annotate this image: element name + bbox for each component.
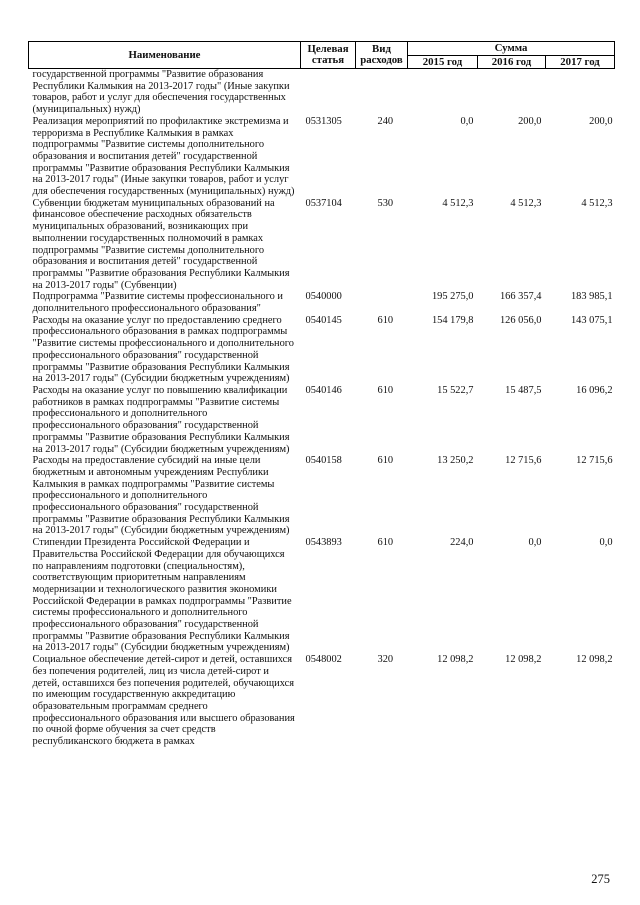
row-code: 0540145 bbox=[305, 314, 342, 326]
row-code bbox=[301, 69, 356, 116]
row-sum-2015 bbox=[408, 69, 478, 116]
row-name: Расходы на оказание услуг по повышению квалификации работников в рамках подпрограммы "Развитие системы профессионального и дополнительного профессионального образования" государственной программы "Развитие образования Республики Калмыкия на 2013-2017 годы" (Субсидии бюджетным учреждениям) bbox=[32, 384, 290, 455]
row-vid bbox=[356, 291, 408, 314]
row-sum-2015: 195 275,0 bbox=[431, 291, 474, 303]
row-sum-2015: 4 512,3 bbox=[442, 197, 474, 209]
header-name: Наименование bbox=[29, 42, 301, 69]
row-sum-2015: 154 179,8 bbox=[431, 314, 474, 326]
row-code: 0537104 bbox=[305, 197, 342, 209]
table-row bbox=[29, 69, 615, 116]
page-number: 275 bbox=[591, 872, 610, 886]
row-sum-2017: 183 985,1 bbox=[570, 291, 613, 303]
table-row bbox=[29, 455, 615, 537]
row-sum-2016 bbox=[478, 69, 546, 116]
row-sum-2016: 200,0 bbox=[518, 115, 542, 127]
header-year-2016: 2016 год bbox=[478, 56, 546, 69]
row-code: 0540000 bbox=[305, 291, 342, 303]
row-sum-2015: 12 098,2 bbox=[437, 654, 474, 666]
row-vid bbox=[356, 69, 408, 116]
row-sum-2017: 12 715,6 bbox=[576, 455, 613, 467]
header-sum: Сумма bbox=[408, 42, 615, 56]
row-code: 0531305 bbox=[305, 115, 342, 127]
row-sum-2017: 4 512,3 bbox=[581, 197, 613, 209]
budget-table bbox=[28, 41, 615, 748]
row-sum-2016: 12 715,6 bbox=[505, 455, 542, 467]
header-code: Целевая статья bbox=[301, 42, 356, 69]
row-vid: 610 bbox=[377, 537, 394, 549]
header-vid: Вид расходов bbox=[356, 42, 408, 69]
row-name: государственной программы "Развитие образования Республики Калмыкия на 2013-2017 годы" (Иные закупки товаров, работ и услуг для обеспечения государственных (муниципальных) нужд) bbox=[32, 69, 290, 116]
row-vid: 610 bbox=[377, 455, 394, 467]
row-sum-2015: 0,0 bbox=[460, 115, 474, 127]
row-vid: 530 bbox=[377, 197, 394, 209]
row-name: Субвенции бюджетам муниципальных образований на финансовое обеспечение расходных обязательств муниципальных образований, возникающих при выполнении государственных полномочий в рамках подпрограммы "Развитие системы дополнительного образования и воспитания детей" государственной программы "Развитие образования Республики Калмыкия на 2013-2017 годы" (Субвенции) bbox=[32, 197, 290, 291]
table-row bbox=[29, 291, 615, 314]
row-sum-2015: 13 250,2 bbox=[437, 455, 474, 467]
row-vid: 610 bbox=[377, 314, 394, 326]
row-sum-2017: 200,0 bbox=[589, 115, 613, 127]
row-vid: 320 bbox=[377, 654, 394, 666]
table-header bbox=[29, 42, 615, 69]
row-vid: 240 bbox=[377, 115, 394, 127]
row-sum-2016: 166 357,4 bbox=[499, 291, 542, 303]
row-sum-2015: 224,0 bbox=[450, 537, 474, 549]
row-sum-2017: 16 096,2 bbox=[576, 384, 613, 396]
row-code: 0540158 bbox=[305, 455, 342, 467]
row-sum-2016: 15 487,5 bbox=[505, 384, 542, 396]
row-sum-2015: 15 522,7 bbox=[437, 384, 474, 396]
row-sum-2017: 0,0 bbox=[599, 537, 613, 549]
row-code: 0548002 bbox=[305, 654, 342, 666]
header-year-2017: 2017 год bbox=[546, 56, 615, 69]
row-code: 0540146 bbox=[305, 384, 342, 396]
table-row bbox=[29, 537, 615, 654]
row-code: 0543893 bbox=[305, 537, 342, 549]
header-year-2015: 2015 год bbox=[408, 56, 478, 69]
row-vid: 610 bbox=[377, 384, 394, 396]
row-sum-2017: 143 075,1 bbox=[570, 314, 613, 326]
row-name: Реализация мероприятий по профилактике экстремизма и терроризма в Республике Калмыкия в рамках подпрограммы "Развитие системы дополнительного образования и воспитания детей" государственной программы "Развитие образования Республики Калмыкия на 2013-2017 годы" (Иные закупки товаров, работ и услуг для обеспечения государственных (муниципальных) нужд) bbox=[32, 115, 295, 198]
row-sum-2016: 0,0 bbox=[528, 537, 542, 549]
row-name: Подпрограмма "Развитие системы профессионального и дополнительного профессионального образования" bbox=[32, 291, 283, 315]
row-sum-2017: 12 098,2 bbox=[576, 654, 613, 666]
row-name: Расходы на предоставление субсидий на иные цели бюджетным и автономным учреждениям Республики Калмыкия в рамках подпрограммы "Развитие системы профессионального и дополнительного профессионального образования" государственной программы "Развитие образования Республики Калмыкия на 2013-2017 годы" (Субсидии бюджетным учреждениям) bbox=[32, 455, 290, 537]
table-row bbox=[29, 654, 615, 748]
table-body bbox=[29, 69, 615, 748]
table-row bbox=[29, 116, 615, 198]
row-name: Социальное обеспечение детей-сирот и детей, оставшихся без попечения родителей, лиц из числа детей-сирот и детей, оставшихся без попечения родителей, обучающихся по имеющим государственную аккредитацию образовательным программам среднего профессионального образования или высшего образования по очной форме обучения за счет средств республиканского бюджета в рамках bbox=[32, 654, 295, 748]
row-sum-2016: 126 056,0 bbox=[499, 314, 542, 326]
row-sum-2016: 4 512,3 bbox=[510, 197, 542, 209]
table-row bbox=[29, 315, 615, 385]
row-sum-2016: 12 098,2 bbox=[505, 654, 542, 666]
row-sum-2017 bbox=[546, 69, 615, 116]
table-row bbox=[29, 385, 615, 455]
row-name: Расходы на оказание услуг по предоставлению среднего профессионального образования в рамках подпрограммы "Развитие системы профессионального и дополнительного профессионального образования" государственной программы "Развитие образования Республики Калмыкия на 2013-2017 годы" (Субсидии бюджетным учреждениям) bbox=[32, 314, 294, 385]
row-name: Стипендии Президента Российской Федерации и Правительства Российской Федерации для обучающихся по направлениям подготовки (специальностям), соответствующим приоритетным направлениям модернизации и технологического развития экономики Российской Федерации в рамках подпрограммы "Развитие системы профессионального и дополнительного профессионального образования" государственной программы "Развитие образования Республики Калмыкия на 2013-2017 годы" (Субсидии бюджетным учреждениям) bbox=[32, 537, 292, 654]
table-row bbox=[29, 198, 615, 292]
